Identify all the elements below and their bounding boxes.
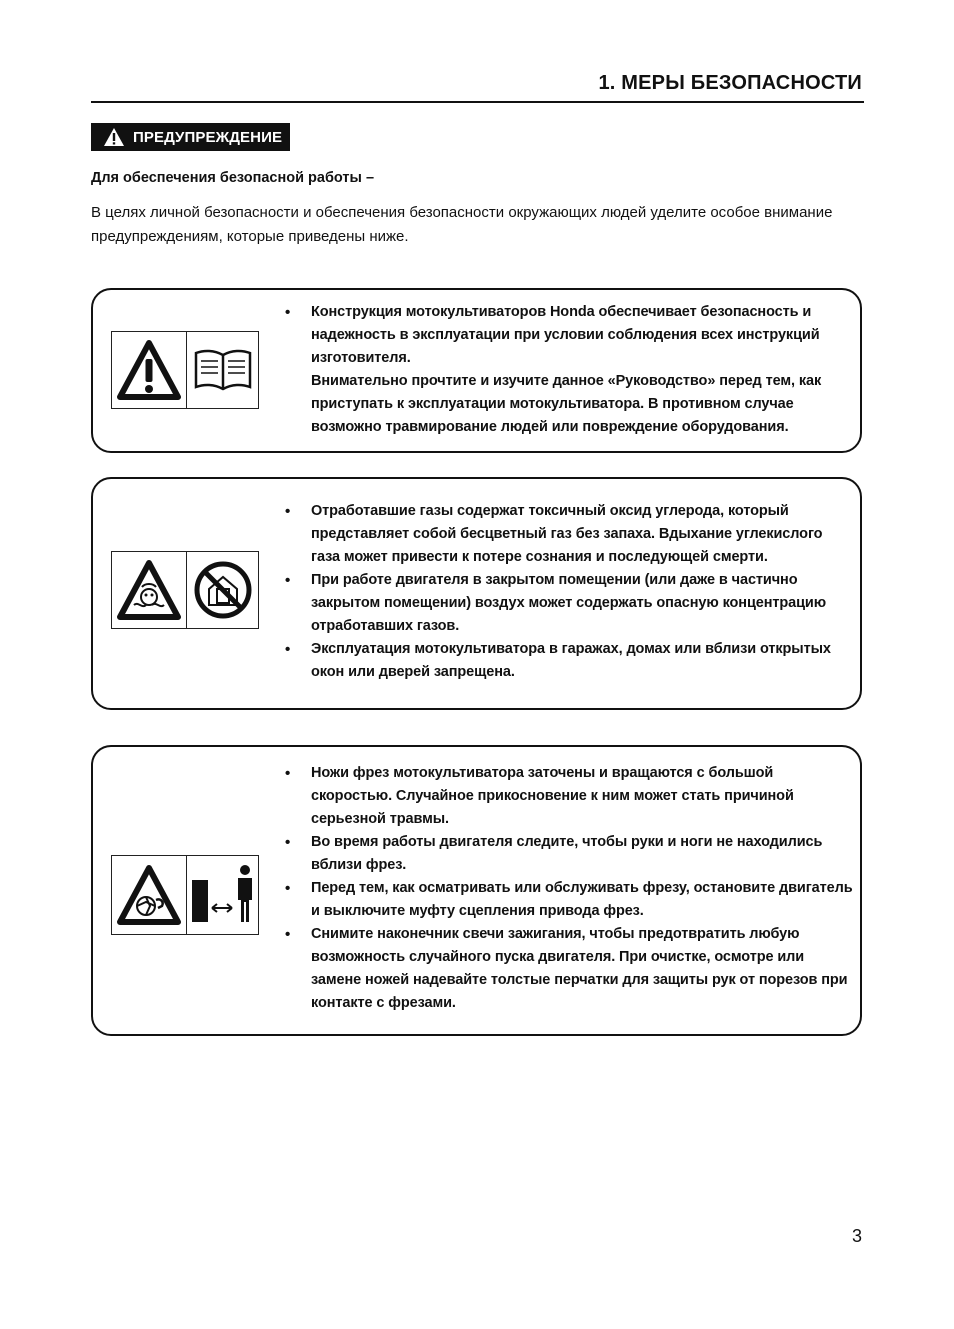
safety-label-pictogram [111, 331, 259, 409]
bullet-item [283, 762, 855, 831]
no-indoor-operation-icon [186, 552, 258, 628]
bullet-item [283, 301, 855, 439]
bullet-text: • Отработавшие газы содержат токсичный оксид углерода, который представляет собой бесцветный газ без запаха. Вдыхание углекислого газа может привести к потере сознания и последующей смерти. [311, 503, 823, 565]
bullet-text: Внимательно прочтите и изучите данное «Руководство» перед тем, как приступать к эксплуатации мотокультиватора. В противном случае возможно травмирование людей или повреждение оборудования. [311, 373, 822, 435]
safety-label-pictogram [111, 551, 259, 629]
bullet-item [283, 877, 855, 923]
bullet-text: • Эксплуатация мотокультиватора в гаражах, домах или вблизи открытых окон или дверей запрещена. [311, 641, 831, 680]
page-number: 3 [851, 1226, 862, 1246]
header-divider [91, 101, 864, 103]
toxic-fumes-warning-icon [112, 552, 186, 628]
safety-box-manual [91, 288, 862, 453]
bullet-list [283, 762, 855, 1015]
bullet-item [283, 638, 855, 684]
bullet-text: • При работе двигателя в закрытом помещении (или даже в частично закрытом помещении) воздух может содержать опасную концентрацию отработавших газов. [311, 572, 827, 634]
bullet-text: • Во время работы двигателя следите, чтобы руки и ноги не находились вблизи фрез. [311, 834, 823, 873]
bullet-list [283, 500, 855, 684]
bullet-list [283, 301, 855, 439]
bullet-item [283, 569, 855, 638]
keep-distance-icon [186, 856, 258, 934]
bullet-text: • Перед тем, как осматривать или обслуживать фрезу, остановите двигатель и выключите муфту сцепления привода фрез. [311, 880, 853, 919]
safety-label-pictogram [111, 855, 259, 935]
safety-box-tines [91, 745, 862, 1036]
warning-badge [91, 123, 290, 151]
bullet-text: • Конструкция мотокультиваторов Honda обеспечивает безопасность и надежность в эксплуатации при условии соблюдения всех инструкций изготовителя. [311, 304, 820, 366]
intro-heading: Для обеспечения безопасной работы – [91, 170, 375, 186]
warning-triangle-icon [103, 127, 125, 147]
warning-label: ПРЕДУПРЕЖДЕНИЕ [133, 128, 283, 146]
section-title: 1. МЕРЫ БЕЗОПАСНОСТИ [598, 72, 862, 94]
bullet-item [283, 831, 855, 877]
open-book-icon [186, 332, 258, 408]
bullet-text: • Снимите наконечник свечи зажигания, чтобы предотвратить любую возможность случайного пуска двигателя. При очистке, осмотре или замене ножей надевайте толстые перчатки для защиты рук от порезов при контакте с фрезами. [311, 926, 848, 1011]
bullet-item [283, 500, 855, 569]
bullet-item [283, 923, 855, 1015]
rotating-tines-warning-icon [112, 856, 186, 934]
bullet-text: • Ножи фрез мотокультиватора заточены и вращаются с большой скоростью. Случайное прикосновение к ним может стать причиной серьезной травмы. [311, 765, 794, 827]
warning-triangle-icon [112, 332, 186, 408]
intro-text: В целях личной безопасности и обеспечения безопасности окружающих людей уделите особое внимание предупреждениям, которые приведены ниже. [91, 204, 833, 245]
safety-box-exhaust [91, 477, 862, 710]
